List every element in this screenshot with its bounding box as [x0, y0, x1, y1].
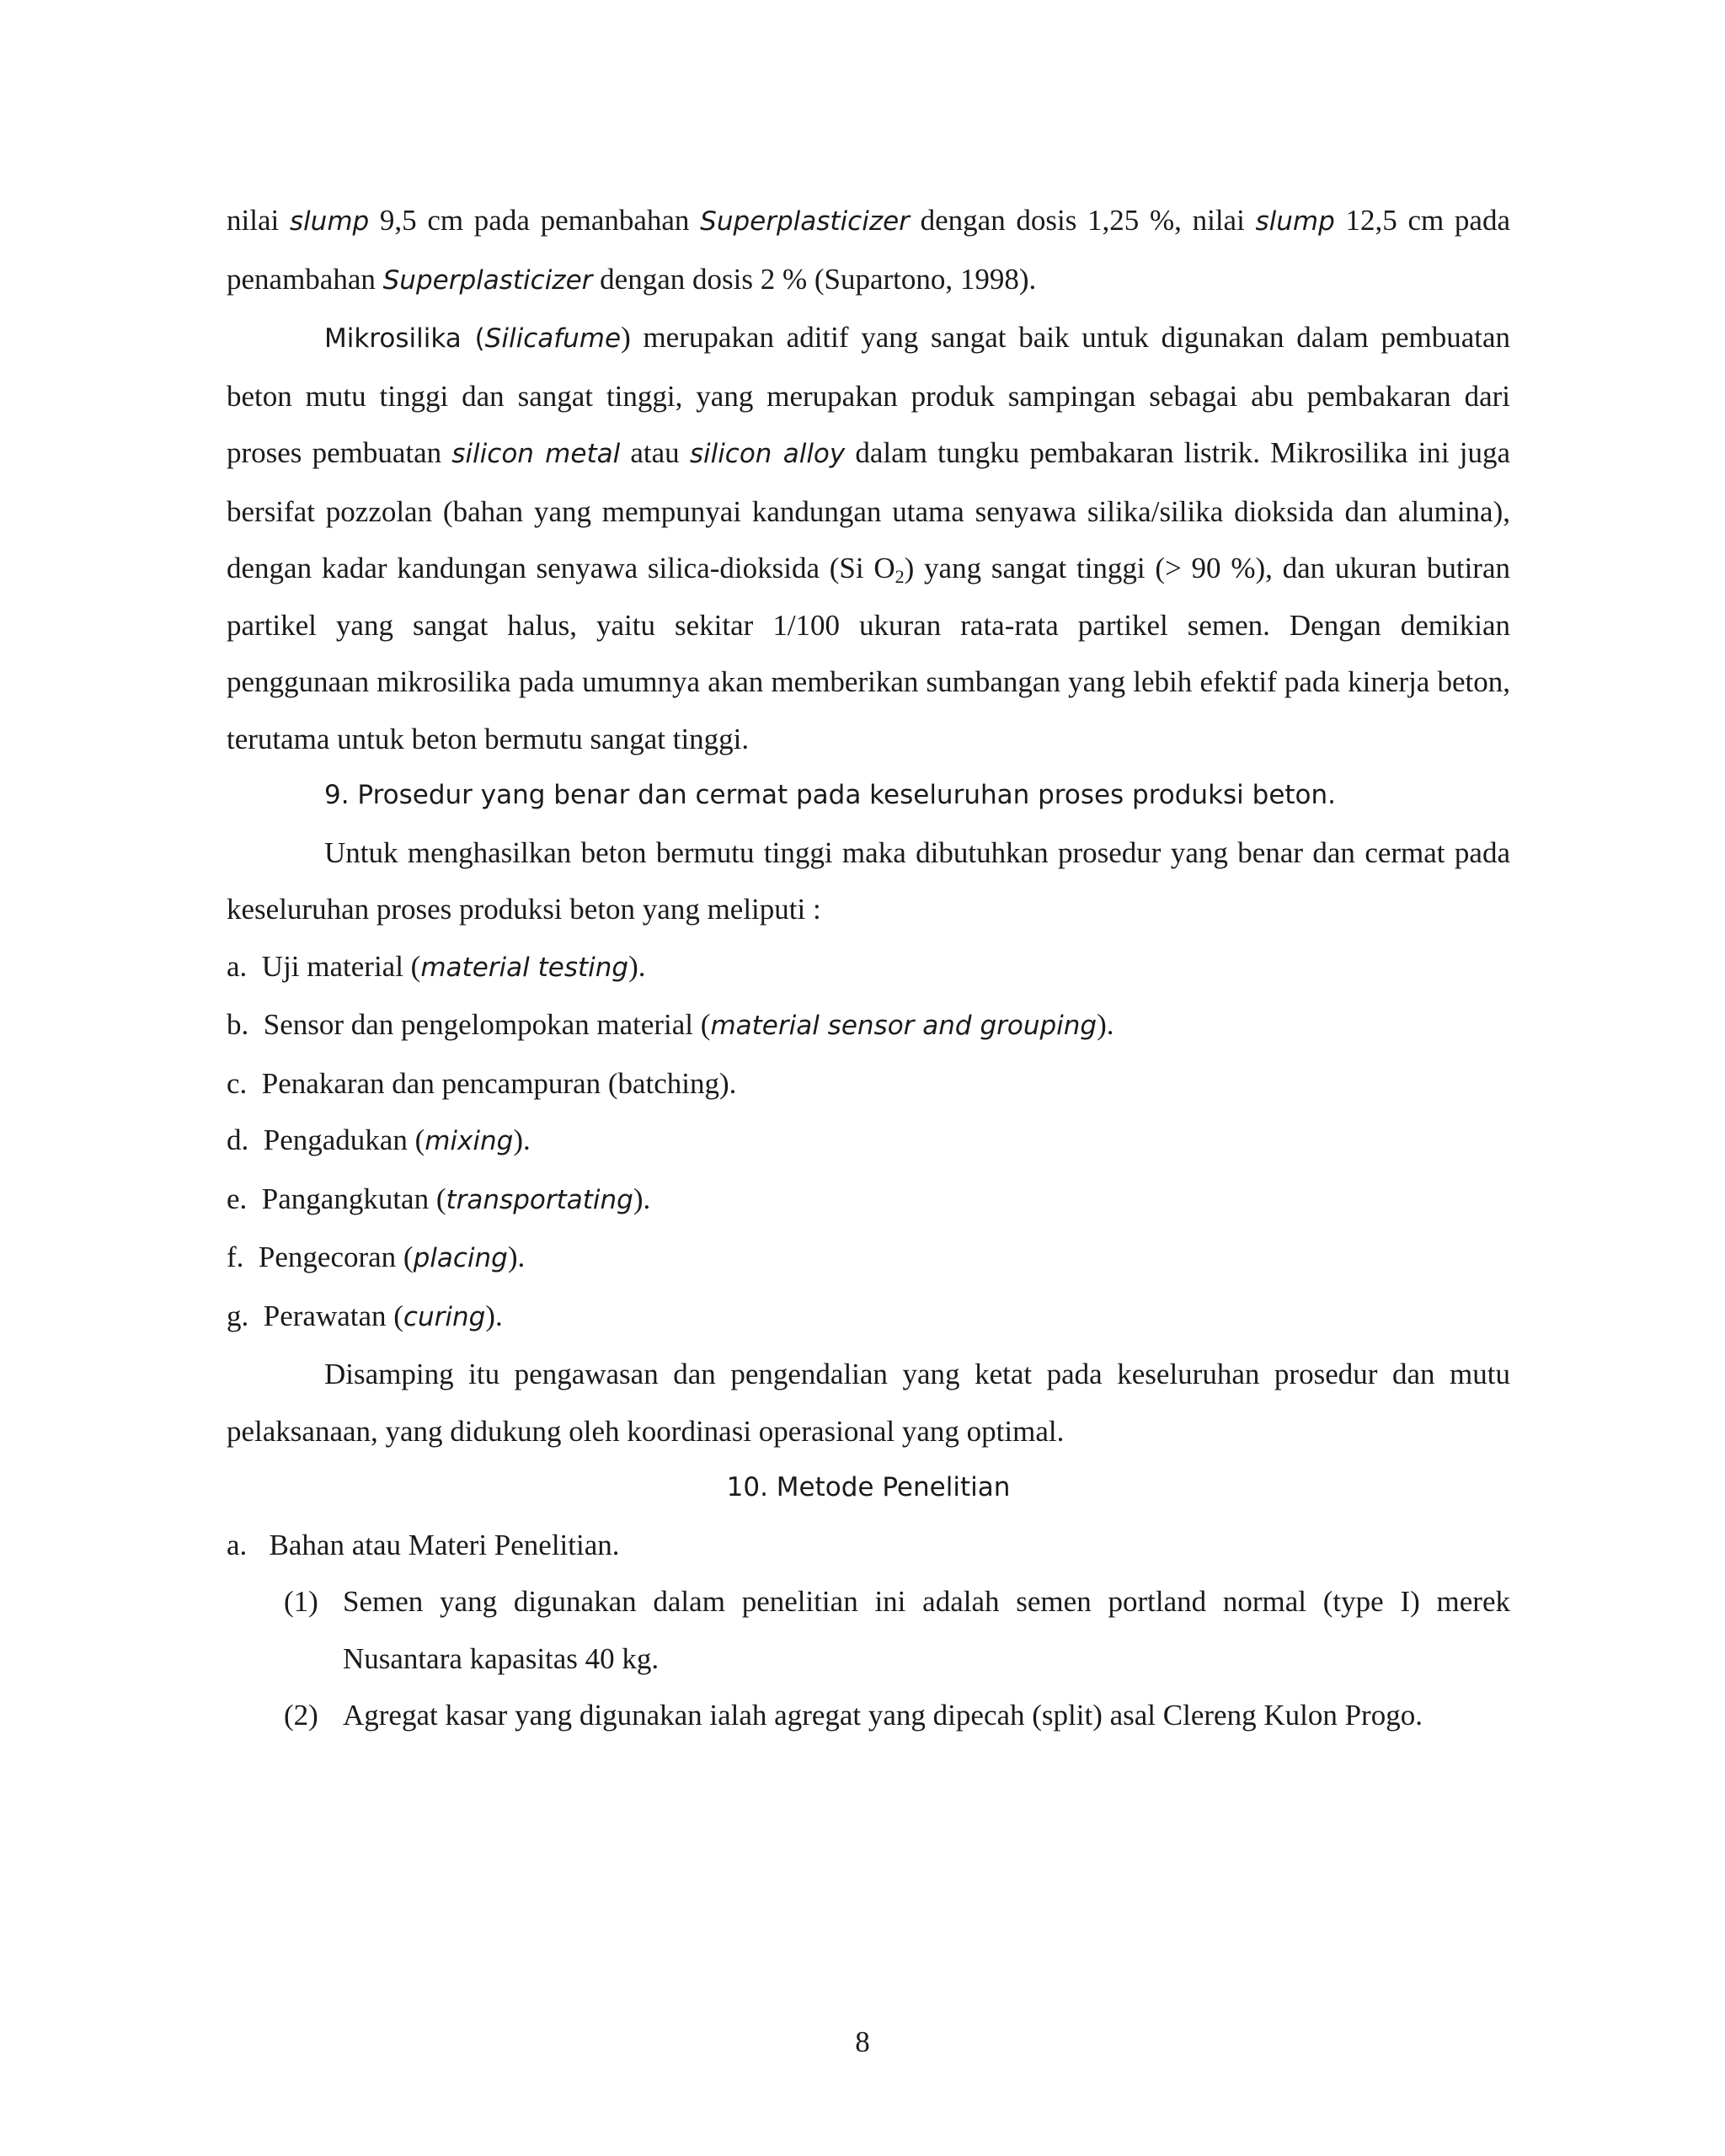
term-mikrosilika: Mikrosilika ( — [324, 323, 485, 354]
list-item-text: Sensor dan pengelompokan material ( — [263, 1008, 711, 1041]
material-list — [227, 1573, 1510, 1744]
paragraph-prosedur: Untuk menghasilkan beton bermutu tinggi maka dibutuhkan prosedur yang benar dan cermat pada keseluruhan proses produksi beton yang meliputi : — [227, 835, 1510, 926]
text-run: dengan dosis 2 % (Supartono, 1998). — [592, 262, 1037, 296]
list-marker: (2) — [284, 1699, 318, 1732]
italic-term: silicon alloy — [689, 439, 846, 469]
text-run: ). — [1097, 1008, 1114, 1041]
section-a — [227, 1517, 1510, 1574]
list-item-text: Agregat kasar yang digunakan ialah agregat yang dipecah (split) asal Clereng Kulon Progo. — [343, 1699, 1423, 1732]
list-marker: b. — [227, 1008, 249, 1041]
sub-list-item — [227, 1687, 1510, 1744]
list-marker: a. — [227, 1528, 248, 1561]
list-item-text: Perawatan ( — [263, 1299, 403, 1332]
list-item-text: Uji material ( — [261, 949, 421, 983]
list-marker: d. — [227, 1123, 249, 1156]
italic-term: material sensor and grouping — [710, 1011, 1097, 1041]
list-item — [227, 938, 1510, 997]
section-heading-10: 10. Metode Penelitian — [726, 1472, 1011, 1502]
text-run: atau — [620, 436, 690, 469]
italic-term: Superplasticizer — [382, 264, 593, 296]
list-item-text: Pangangkutan ( — [261, 1182, 446, 1215]
page-number: 8 — [855, 2025, 870, 2058]
list-marker: c. — [227, 1066, 248, 1100]
list-marker: f. — [227, 1241, 244, 1273]
italic-term: slump — [289, 206, 370, 237]
italic-term: mixing — [425, 1126, 514, 1156]
text-run: dalam tungku pembakaran listrik. Mikrosilika ini juga bersifat pozzolan (bahan yang mempunyai kandungan utama senyawa silika/silika dioksida dan alumina), dengan kadar kandungan senyawa silica-dioksida (Si O — [227, 436, 1510, 584]
text-run: ). — [485, 1299, 503, 1332]
italic-term: Superplasticizer — [700, 206, 910, 237]
list-item — [227, 1229, 1510, 1288]
list-marker: g. — [227, 1299, 249, 1332]
text-run: ) yang sangat tinggi (> 90 %), dan ukuran butiran partikel yang sangat halus, yaitu sekitar 1/100 ukuran rata-rata partikel semen. Dengan demikian penggunaan mikrosilika pada umumnya akan memberikan sumbangan yang lebih efektif pada kinerja beton, terutama untuk beton bermutu sangat tinggi. — [227, 552, 1510, 755]
list-item-text: Pengecoran ( — [258, 1241, 414, 1273]
list-item — [227, 1288, 1510, 1347]
text-run: 9,5 cm pada pemanbahan — [369, 204, 701, 237]
italic-term: silicon metal — [451, 439, 621, 469]
list-item — [227, 1171, 1510, 1230]
text-run: ). — [507, 1241, 526, 1273]
italic-term: Silicafume — [484, 323, 622, 354]
paragraph-pengawasan: Disamping itu pengawasan dan pengendalian yang ketat pada keseluruhan prosedur dan mutu pelaksanaan, yang didukung oleh koordinasi operasional yang optimal. — [227, 1358, 1510, 1448]
text-run: ). — [513, 1123, 531, 1156]
italic-term: material testing — [420, 952, 629, 983]
subscript: 2 — [895, 566, 905, 587]
text-run: ). — [628, 949, 646, 983]
list-item — [227, 1055, 1510, 1113]
text-run: nilai — [227, 204, 290, 237]
list-marker: a. — [227, 949, 248, 983]
italic-term: placing — [413, 1243, 508, 1273]
section-heading-9: 9. Prosedur yang benar dan cermat pada keseluruhan proses produksi beton. — [324, 780, 1337, 810]
procedure-list — [227, 938, 1510, 1347]
list-item-text: Semen yang digunakan dalam penelitian ini adalah semen portland normal (type I) merek Nusantara kapasitas 40 kg. — [343, 1585, 1510, 1675]
paragraph-slump — [227, 192, 1510, 309]
italic-term: curing — [403, 1301, 486, 1332]
text-run: ) merupakan aditif yang sangat baik untuk digunakan dalam pembuatan beton mutu tinggi dan sangat tinggi, yang merupakan produk sampingan sebagai abu pembakaran dari proses pembuatan — [227, 321, 1510, 469]
list-marker: (1) — [284, 1585, 318, 1618]
list-marker: e. — [227, 1182, 248, 1215]
list-item — [227, 996, 1510, 1055]
list-item-text: Pengadukan ( — [263, 1123, 425, 1156]
list-item — [227, 1112, 1510, 1171]
text-run: ). — [633, 1182, 651, 1215]
text-run: 12,5 cm pada penambahan — [227, 204, 1510, 296]
document-page — [227, 192, 1510, 1744]
sub-list-item — [227, 1573, 1510, 1687]
paragraph-mikrosilika — [227, 309, 1510, 767]
italic-term: slump — [1255, 206, 1335, 237]
list-item-text: Bahan atau Materi Penelitian. — [269, 1528, 620, 1561]
list-item-text: Penakaran dan pencampuran (batching). — [261, 1066, 737, 1100]
italic-term: transportating — [446, 1184, 633, 1215]
text-run: dengan dosis 1,25 %, nilai — [909, 204, 1256, 237]
